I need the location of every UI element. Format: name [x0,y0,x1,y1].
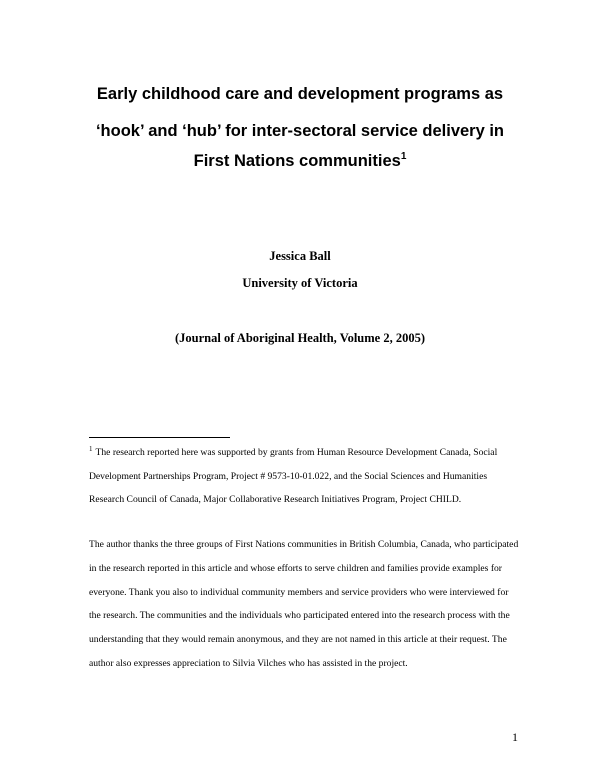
footnote-text: The research reported here was supported by grants from Human Resource Development Canada, Social Development Partnerships Program, Project # 9573-10-01.022, and the Social Sciences and Humanities Research Council of Canada, Major Collaborative Research Initiatives Program, Project CHILD. [89,447,498,505]
author-affiliation: University of Victoria [242,276,358,290]
footnote-divider [89,437,230,438]
author-name: Jessica Ball [269,249,331,263]
page-number: 1 [512,730,518,744]
footnote-marker: 1 [89,445,93,453]
title-footnote-marker[interactable]: 1 [400,151,407,162]
title-line-3-text: First Nations communities [193,152,401,170]
footnote [89,441,519,512]
title-line-3 [60,151,540,171]
acknowledgement-paragraph: The author thanks the three groups of First Nations communities in British Columbia, Canada, who participated in the research reported in this article and whose efforts to serve children and families provide examples for everyone. Thank you also to individual community members and service providers who were interviewed for the research. The communities and the individuals who participated entered into the research process with the understanding that they would remain anonymous, and they are not named in this article at their request. The author also expresses appreciation to Silvia Vilches who has assisted in the project. [89,539,519,669]
title-line-1: Early childhood care and development programs as [96,85,504,103]
title-line-2: ‘hook’ and ‘hub’ for inter-sectoral service delivery in [95,122,505,140]
journal-citation: (Journal of Aboriginal Health, Volume 2, 2005) [174,331,426,345]
